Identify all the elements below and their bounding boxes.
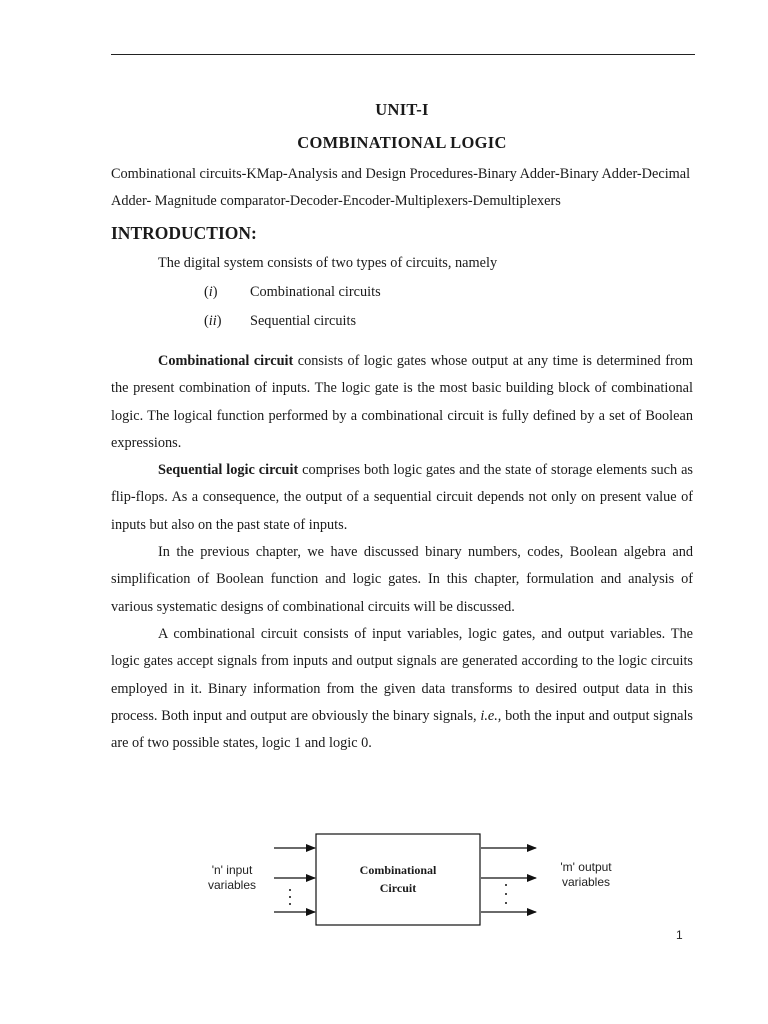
list-item [204,278,693,306]
list-number: (ii) [204,313,222,329]
list-label: Combinational circuits [250,284,381,300]
paragraph-combinational [111,348,693,457]
output-label-line: 'm' output [560,860,612,874]
paragraph-text: comprises both logic gates and the state of storage elements such as flip-flops. As a consequence, the output of a sequential circuit depends not only on present value of inputs but also on the past state of inputs. [111,462,693,533]
chapter-title: COMBINATIONAL LOGIC [297,133,507,152]
ellipsis-dot [289,896,291,898]
page-content [111,98,693,757]
page-number: 1 [676,928,683,942]
term-sequential-logic-circuit: Sequential logic circuit [158,462,299,479]
italic-ie: i.e., [480,707,502,724]
term-combinational-circuit: Combinational circuit [158,353,294,369]
unit-title: UNIT-I [375,100,429,119]
list-item [204,307,693,335]
ellipsis-dot [289,889,291,891]
paragraph-text: A combinational circuit consists of input variables, logic gates, and output variables. The logic gates accept signals from inputs and output signals are generated according to the logic circuits employed in it. Binary information from the given data transforms to desired output data in this process. Both input and output are obviously the binary signals, [111,625,693,724]
circuit-box-label [316,861,480,897]
list-label: Sequential circuits [250,313,357,329]
introduction-heading: INTRODUCTION: [111,223,257,243]
input-label-line: variables [207,878,257,892]
header-rule [111,54,695,55]
ellipsis-dot [505,884,507,886]
input-label-line: 'n' input [211,863,253,877]
paragraph-previous-chapter: In the previous chapter, we have discussed binary numbers, codes, Boolean algebra and simplification of Boolean function and logic gates. In this chapter, formulation and analysis of various systematic designs of combinational circuits will be discussed. [111,544,693,615]
combinational-circuit-diagram [190,828,630,933]
paragraph-text: both the input and output signals are of two possible states, logic 1 and logic 0. [111,707,693,752]
paragraph-circuit-description [111,621,693,757]
ellipsis-dot [505,893,507,895]
paragraph-sequential [111,457,693,539]
ellipsis-dot [505,902,507,904]
output-variables-label [542,860,630,890]
introduction-lead: The digital system consists of two types of circuits, namely [158,255,498,271]
box-label-line: Combinational [359,863,437,877]
output-label-line: variables [561,875,611,889]
syllabus-text: Combinational circuits-KMap-Analysis and Design Procedures-Binary Adder-Binary Adder-Decimal Adder- Magnitude comparator-Decoder-Encoder-Multiplexers-Demultiplexers [111,166,691,209]
ellipsis-dot [289,903,291,905]
box-label-line: Circuit [379,881,417,895]
list-number: (i) [204,284,218,300]
paragraph-text: consists of logic gates whose output at any time is determined from the present combination of inputs. The logic gate is the most basic building block of combinational logic. The logical function performed by a combinational circuit is fully defined by a set of Boolean expressions. [111,353,693,451]
input-variables-label [190,863,274,893]
